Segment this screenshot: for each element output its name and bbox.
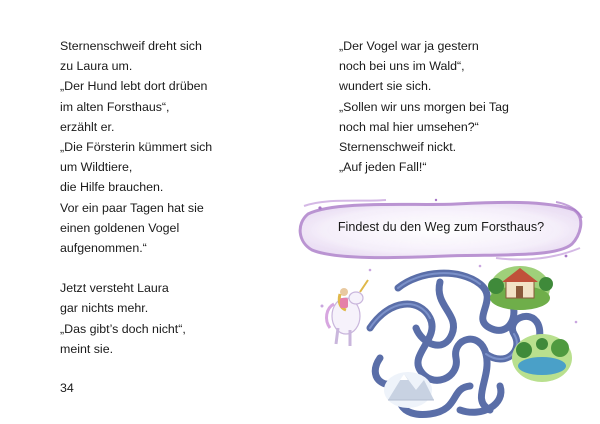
text-line: aufgenommen.“ <box>60 240 147 255</box>
lake-icon <box>512 334 572 382</box>
text-line: Jetzt versteht Laura <box>60 281 169 296</box>
maze-picture <box>310 258 590 424</box>
banner-question: Findest du den Weg zum Forsthaus? <box>337 220 545 234</box>
unicorn-icon <box>327 280 368 346</box>
text-line: Vor ein paar Tagen hat sie <box>60 200 204 215</box>
text-line: Sternenschweif nickt. <box>339 139 457 154</box>
text-line: gar nichts mehr. <box>60 301 149 316</box>
text-line: einen goldenen Vogel <box>60 220 180 235</box>
text-line: noch bei uns im Wald“, <box>339 59 465 74</box>
question-banner <box>296 196 586 266</box>
text-line: „Der Vogel war ja gestern <box>339 39 479 53</box>
text-line: „Die Försterin kümmert sich <box>60 139 213 154</box>
text-line: „Der Hund lebt dort drüben <box>60 79 208 94</box>
text-line: noch mal hier umsehen?“ <box>339 119 479 134</box>
forest-house-icon <box>488 266 553 310</box>
text-line: meint sie. <box>60 341 114 356</box>
text-line: „Auf jeden Fall!“ <box>339 160 427 175</box>
page-number: 34 <box>60 381 74 395</box>
text-line: im alten Forsthaus“, <box>60 99 170 114</box>
left-page-text <box>60 36 300 359</box>
right-page-text <box>339 36 589 177</box>
text-line: Sternenschweif dreht sich <box>60 39 202 53</box>
text-line: um Wildtiere, <box>60 160 133 175</box>
text-line: „Sollen wir uns morgen bei Tag <box>339 99 509 114</box>
text-line: zu Laura um. <box>60 59 133 74</box>
paragraph-gap <box>60 258 300 278</box>
text-line: erzählt er. <box>60 119 115 134</box>
maze-illustration <box>310 258 590 424</box>
text-line: die Hilfe brauchen. <box>60 180 164 195</box>
text-line: „Das gibt’s doch nicht“, <box>60 321 186 336</box>
text-line: wundert sie sich. <box>339 79 432 94</box>
